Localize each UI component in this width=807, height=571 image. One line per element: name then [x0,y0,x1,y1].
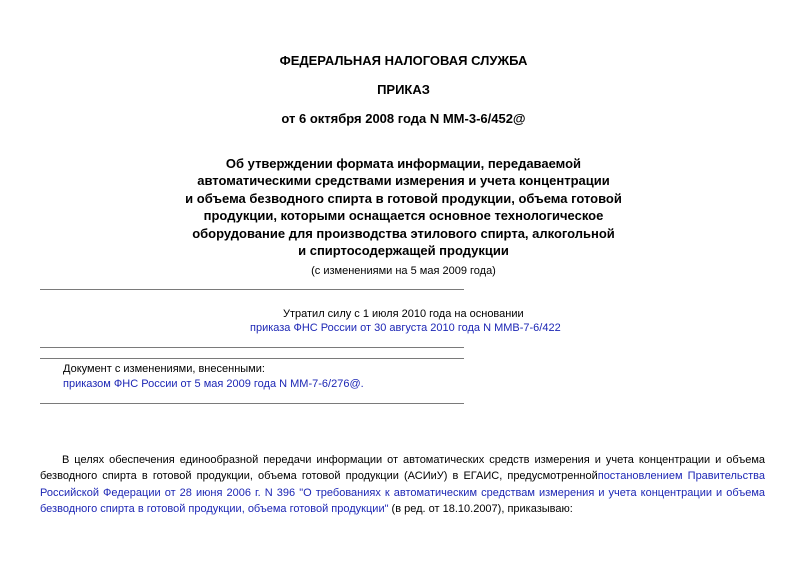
amending-order-link[interactable]: приказом ФНС России от 5 мая 2009 года N ММ-7-6/276@ [63,378,361,390]
repeal-text: Утратил силу с 1 июля 2010 года на основании [283,308,524,320]
changes-intro: Документ с изменениями, внесенными: [63,363,265,375]
body-text-part1: В целях обеспечения единообразной передачи информации от автоматических средств измерения и учета концентрации и объема безводного спирта в готовой продукции, объема готовой продукции (АСИиУ) в ЕГАИС, предусмотренной [40,454,765,483]
divider [40,347,464,348]
title-line: Об утверждении формата информации, передаваемой [225,156,582,171]
body-text-part2: (в ред. от 18.10.2007), приказываю: [388,502,573,515]
divider [40,289,464,290]
title-line: автоматическими средствами измерения и учета концентрации [197,173,610,189]
title-line: продукции, которыми оснащается основное технологическое [203,208,604,224]
amendment-note: (с изменениями на 5 мая 2009 года) [311,265,496,277]
changes-suffix: . [360,378,364,390]
body-paragraph [40,452,765,517]
repeal-order-link[interactable]: приказа ФНС России от 30 августа 2010 года N ММВ-7-6/422 [250,322,561,334]
government-decree-link[interactable]: постановлением Правительства Российской Федерации от 28 июня 2006 г. N 396 "О требованиях к автоматическим средствам измерения и учета концентрации и объема безводного спирта в готовой продукции, объема готовой продукции" [40,470,765,515]
document-type: ПРИКАЗ [377,82,430,97]
agency-name: ФЕДЕРАЛЬНАЯ НАЛОГОВАЯ СЛУЖБА [279,53,528,68]
title-line: и спиртосодержащей продукции [298,243,509,259]
title-line: оборудование для производства этилового спирта, алкогольной [192,225,615,241]
document-title [0,155,807,259]
divider [40,358,464,359]
changes-block [63,378,364,390]
divider [40,403,464,404]
document-date-number: от 6 октября 2008 года N ММ-3-6/452@ [281,111,526,126]
title-line: и объема безводного спирта в готовой продукции, объема готовой [185,190,622,206]
